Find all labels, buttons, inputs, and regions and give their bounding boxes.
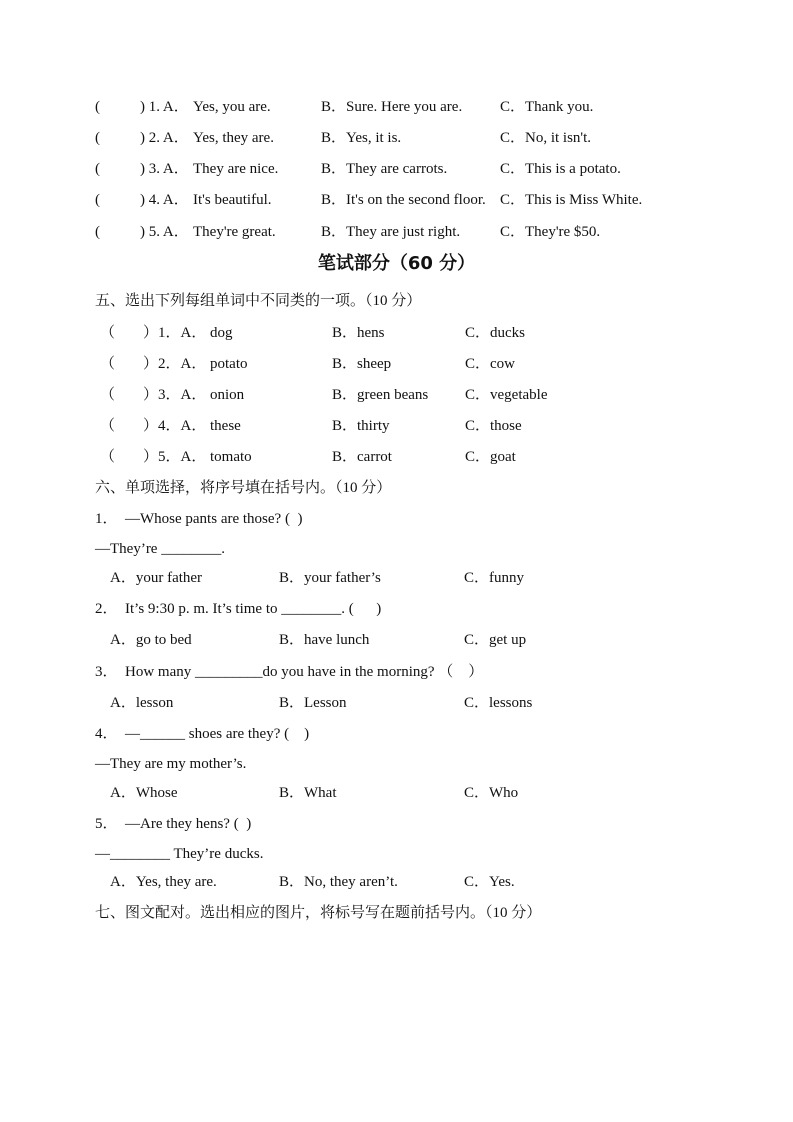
question-number: ）4．A． bbox=[143, 418, 207, 434]
question-stem: 4． —______ shoes are they? ( ) bbox=[95, 726, 310, 742]
question-number: ）3．A． bbox=[143, 387, 207, 403]
answer-paren: （ bbox=[100, 325, 116, 341]
option-b: B．hens bbox=[332, 325, 385, 341]
option-b: B．carrot bbox=[332, 449, 392, 465]
section-7-title: 七、图文配对。选出相应的图片，将标号写在题前括号内。（10 分） bbox=[95, 905, 542, 921]
question-answer-line: —They’re ________. bbox=[95, 541, 225, 557]
question-stem: 2． It’s 9:30 p. m. It’s time to ________. ( ) bbox=[95, 601, 382, 617]
option-a: potato bbox=[210, 356, 248, 372]
question-number: ) 2. A． bbox=[140, 130, 189, 146]
option-a: A．go to bed bbox=[110, 632, 192, 648]
option-a: onion bbox=[210, 387, 245, 403]
option-a: A．Whose bbox=[110, 785, 178, 801]
option-b: B．Yes, it is. bbox=[321, 130, 402, 146]
section-5-title: 五、选出下列每组单词中不同类的一项。（10 分） bbox=[95, 293, 422, 309]
option-c: C．ducks bbox=[465, 325, 526, 341]
answer-paren: ( bbox=[95, 192, 100, 208]
option-c: C．funny bbox=[464, 570, 525, 586]
question-stem: 1． —Whose pants are those? ( ) bbox=[95, 511, 303, 527]
section-6-title: 六、单项选择，将序号填在括号内。（10 分） bbox=[95, 480, 392, 496]
option-b: B．Lesson bbox=[279, 695, 347, 711]
answer-paren: ( bbox=[95, 161, 100, 177]
question-number: ）5．A． bbox=[143, 449, 207, 465]
option-c: C．those bbox=[465, 418, 522, 434]
question-number: ) 5. A． bbox=[140, 224, 189, 240]
written-part-title: 笔试部分（60 分） bbox=[317, 253, 476, 274]
answer-paren: ( bbox=[95, 224, 100, 240]
option-c: C．goat bbox=[465, 449, 516, 465]
option-c: C．lessons bbox=[464, 695, 533, 711]
option-a: A．lesson bbox=[110, 695, 174, 711]
option-c: C．No, it isn't. bbox=[500, 130, 592, 146]
option-b: B．What bbox=[279, 785, 337, 801]
option-b: B．Sure. Here you are. bbox=[321, 99, 463, 115]
option-b: B．No, they aren’t. bbox=[279, 874, 398, 890]
option-c: C．This is a potato. bbox=[500, 161, 621, 177]
option-b: B．sheep bbox=[332, 356, 392, 372]
option-c: C．vegetable bbox=[465, 387, 548, 403]
question-number: ) 1. A． bbox=[140, 99, 189, 115]
option-a: It's beautiful. bbox=[193, 192, 272, 208]
question-stem: 3． How many _________do you have in the morning? （ ） bbox=[95, 664, 484, 680]
answer-paren: （ bbox=[100, 356, 116, 372]
option-a: these bbox=[210, 418, 241, 434]
question-number: ）2．A． bbox=[143, 356, 207, 372]
option-a: A．Yes, they are. bbox=[110, 874, 217, 890]
answer-paren: （ bbox=[100, 418, 116, 434]
option-b: B．thirty bbox=[332, 418, 390, 434]
answer-paren: （ bbox=[100, 387, 116, 403]
option-a: dog bbox=[210, 325, 233, 341]
option-c: C．Yes. bbox=[464, 874, 515, 890]
option-a: A．your father bbox=[110, 570, 203, 586]
option-a: They're great. bbox=[193, 224, 276, 240]
option-c: C．Thank you. bbox=[500, 99, 594, 115]
question-number: ) 3. A． bbox=[140, 161, 189, 177]
question-stem: 5． —Are they hens? ( ) bbox=[95, 816, 252, 832]
option-b: B．They are just right. bbox=[321, 224, 461, 240]
option-c: C．They're $50. bbox=[500, 224, 601, 240]
option-b: B．your father’s bbox=[279, 570, 381, 586]
option-a: Yes, you are. bbox=[193, 99, 271, 115]
option-b: B．It's on the second floor. bbox=[321, 192, 486, 208]
question-answer-line: —They are my mother’s. bbox=[95, 756, 247, 772]
option-b: B．have lunch bbox=[279, 632, 370, 648]
option-c: C．get up bbox=[464, 632, 527, 648]
question-number: ）1．A． bbox=[143, 325, 207, 341]
option-c: C．This is Miss White. bbox=[500, 192, 643, 208]
option-b: B．They are carrots. bbox=[321, 161, 448, 177]
option-c: C．cow bbox=[465, 356, 515, 372]
answer-paren: ( bbox=[95, 130, 100, 146]
option-b: B．green beans bbox=[332, 387, 429, 403]
answer-paren: ( bbox=[95, 99, 100, 115]
option-a: tomato bbox=[210, 449, 252, 465]
option-a: Yes, they are. bbox=[193, 130, 274, 146]
option-c: C．Who bbox=[464, 785, 519, 801]
option-a: They are nice. bbox=[193, 161, 279, 177]
answer-paren: （ bbox=[100, 449, 116, 465]
question-answer-line: —________ They’re ducks. bbox=[95, 846, 264, 862]
question-number: ) 4. A． bbox=[140, 192, 189, 208]
